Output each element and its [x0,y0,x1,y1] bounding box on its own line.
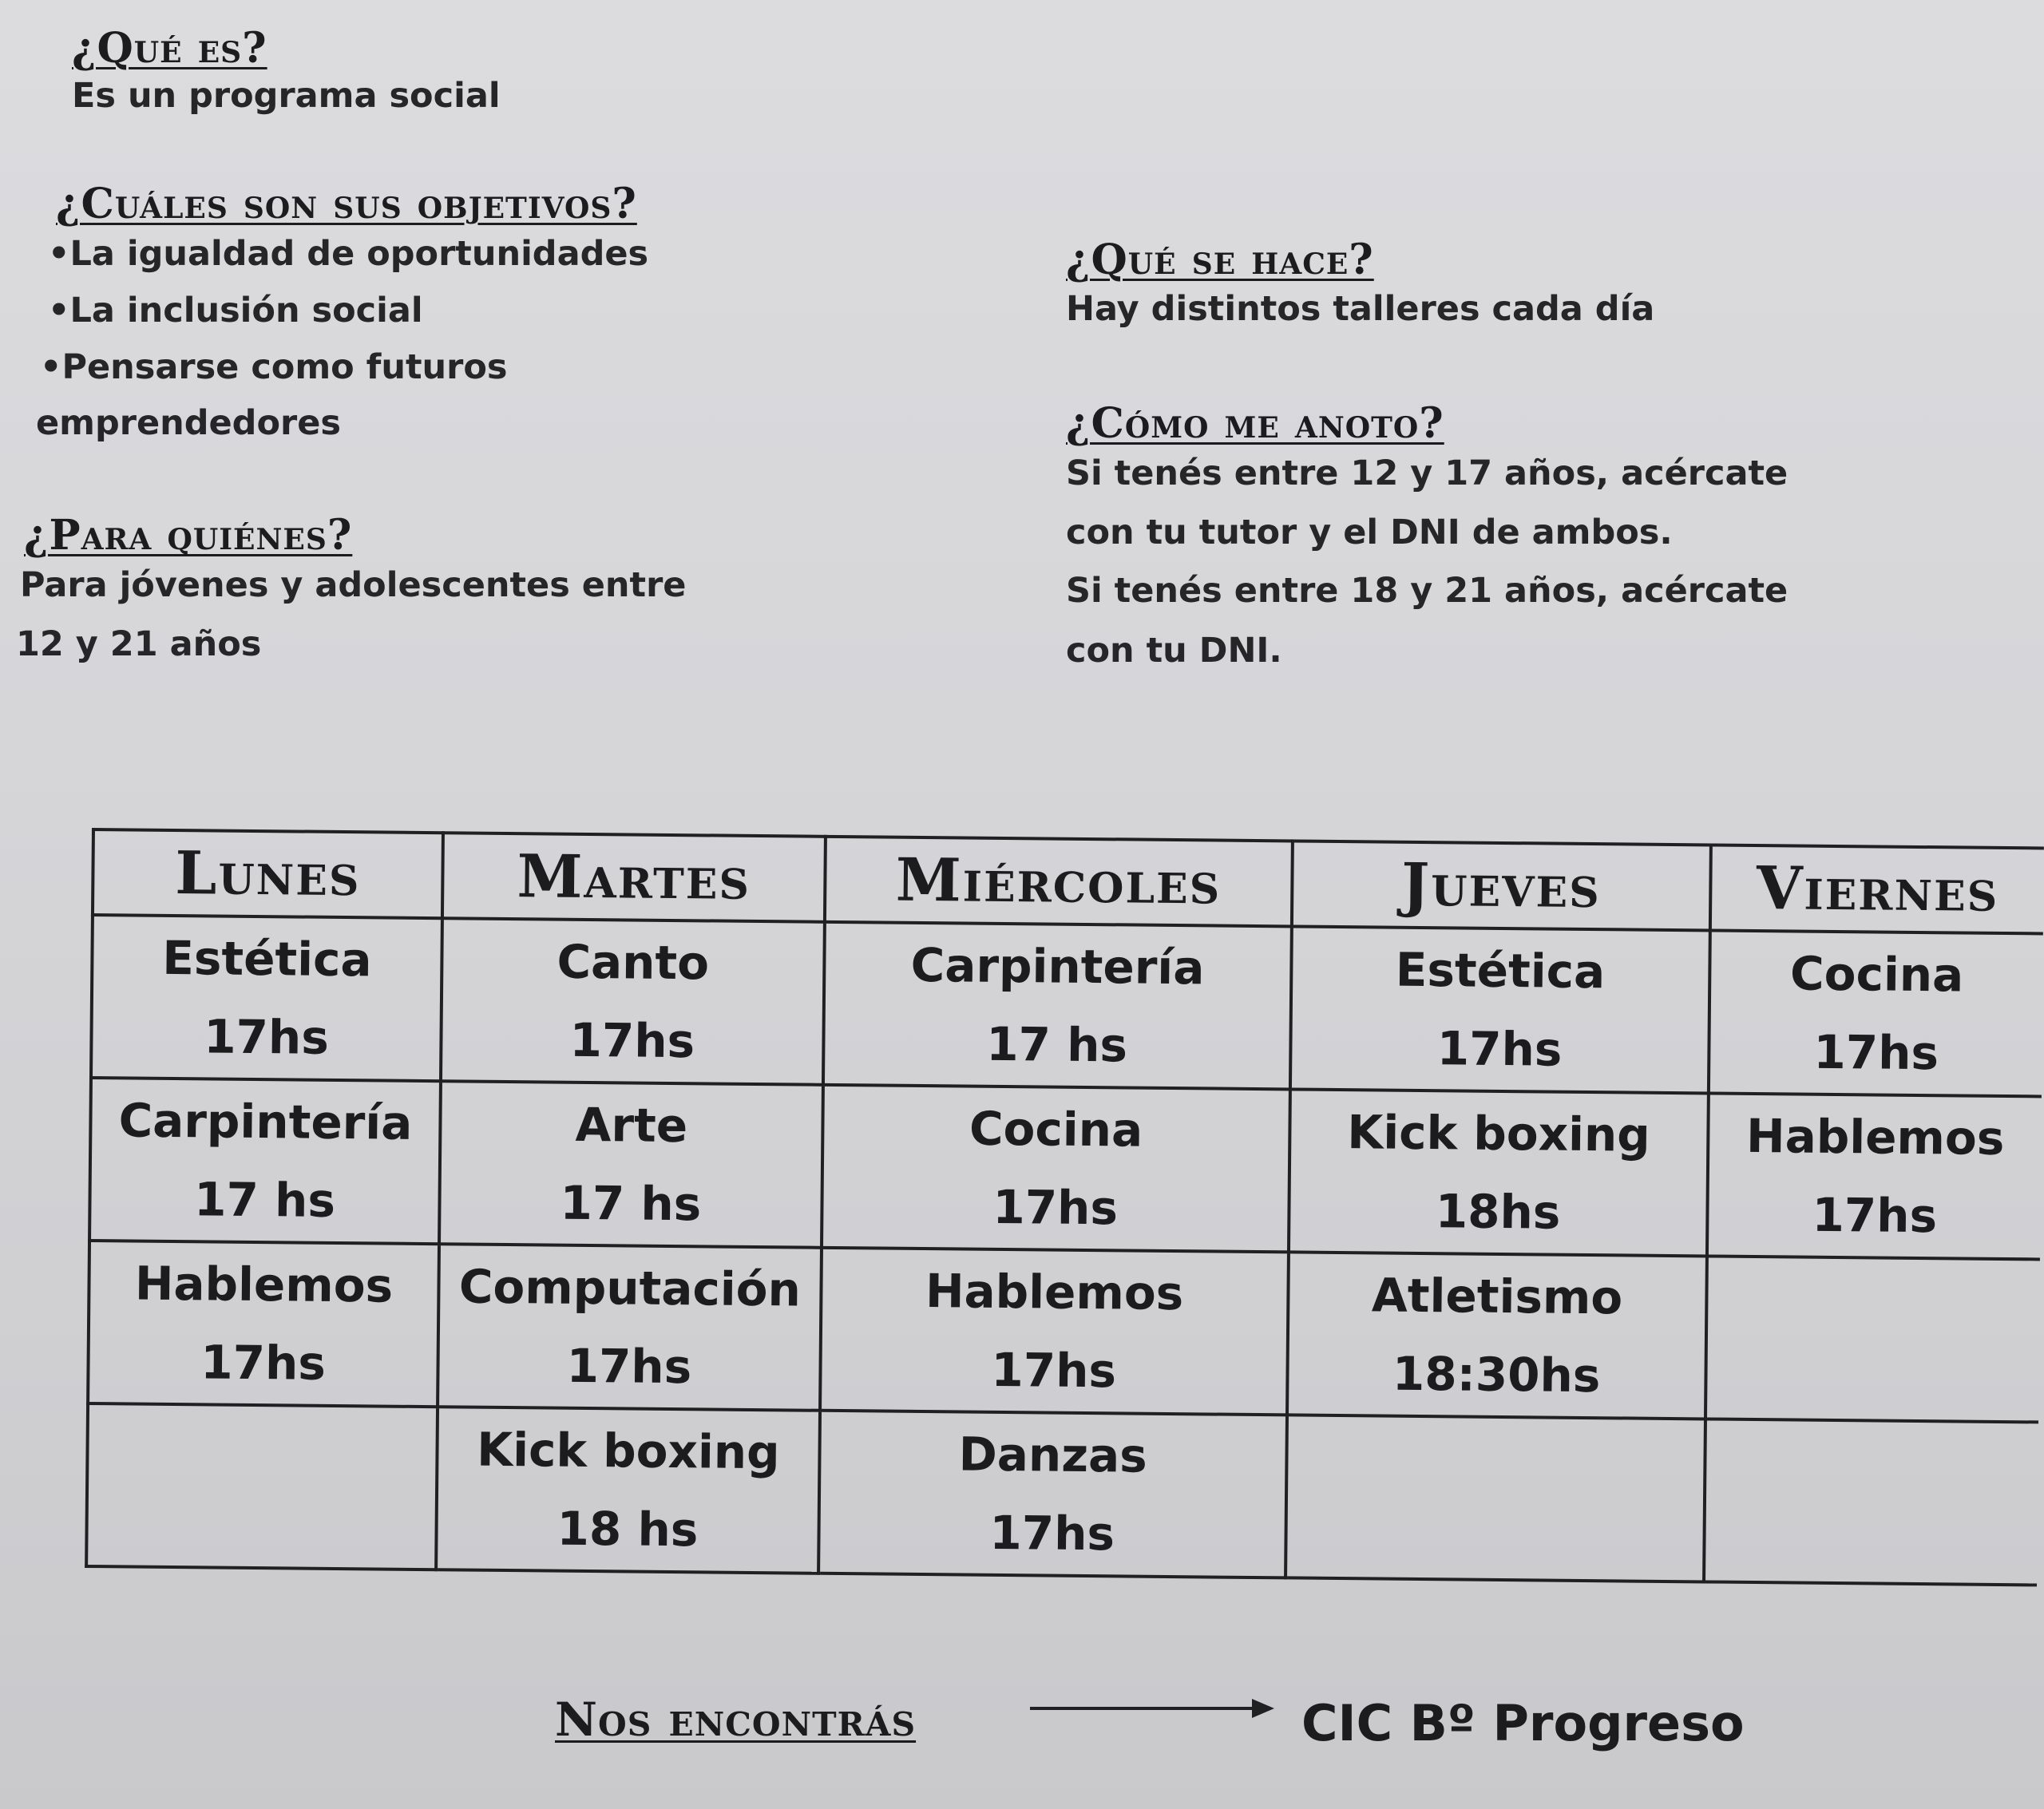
que-es-heading: ¿Qué es? [72,24,267,73]
schedule-row [91,915,2043,1096]
workshop-time [1288,1496,1703,1500]
workshop-name: Hablemos [134,1256,394,1313]
day-header: Martes [442,833,826,922]
que-se-hace-text: Hay distintos talleres cada día [1066,289,1655,329]
workshop-name: Cocina [1789,946,1964,1003]
objetivo-item: emprendedores [36,403,341,443]
workshop-time: 18 hs [557,1501,699,1558]
workshop-name: Estética [1395,942,1606,1000]
workshop-name: Canto [557,934,710,991]
objetivo-item: •La inclusión social [48,291,423,331]
workshop-time: 18:30hs [1392,1346,1601,1403]
schedule-row [88,1241,2040,1422]
schedule-cell [441,918,825,1085]
workshop-name [89,1485,435,1488]
schedule-cell [436,1407,820,1573]
workshop-time: 17hs [203,1009,330,1065]
workshop-name: Hablemos [925,1264,1184,1321]
como-me-anoto-line: con tu tutor y el DNI de ambos. [1066,513,1673,552]
workshop-time: 17hs [1436,1021,1563,1077]
objetivo-item: •La igualdad de oportunidades [48,234,649,274]
workshop-time [89,1485,435,1488]
footer-label: Nos encontrás [555,1692,917,1747]
como-me-anoto-line: Si tenés entre 18 y 21 años, acércate [1066,571,1788,611]
workshop-name: Kick boxing [476,1422,780,1480]
objetivo-item: •Pensarse como futuros [40,347,508,387]
schedule-cell [1287,1252,1707,1419]
objetivos-heading: ¿Cuáles son sus objetivos? [56,180,637,228]
que-es-text: Es un programa social [72,76,501,116]
schedule-row [86,1403,2038,1585]
schedule-cell [88,1241,439,1407]
schedule-cell [1704,1419,2038,1585]
workshop-time [1706,1500,2038,1503]
footer-location: CIC Bº Progreso [1301,1694,1745,1752]
workshop-time: 17hs [566,1338,692,1395]
como-me-anoto-line: Si tenés entre 12 y 17 años, acércate [1066,453,1788,493]
schedule-cell [823,922,1292,1090]
schedule-cell [1705,1256,2040,1422]
workshop-time: 18hs [1435,1184,1561,1240]
schedule-cell [818,1411,1287,1578]
workshop-name: Carpintería [118,1093,413,1150]
workshop-name [1708,1337,2039,1340]
day-header: Jueves [1292,841,1711,930]
day-header: Miércoles [825,837,1293,927]
workshop-time: 17hs [1812,1187,1938,1244]
workshop-time: 17 hs [193,1172,336,1228]
schedule-cell [439,1081,823,1248]
day-header: Lunes [93,829,443,918]
workshop-name: Estética [161,930,372,988]
arrow-right-icon [1030,1692,1278,1724]
workshop-time: 17hs [989,1505,1115,1562]
schedule-cell [438,1244,822,1411]
workshop-time: 17hs [569,1012,695,1069]
schedule-cell [1707,1093,2042,1259]
como-me-anoto-line: con tu DNI. [1066,631,1282,671]
schedule-cell [1290,926,1710,1093]
workshop-name: Cocina [969,1101,1143,1158]
workshop-time [1708,1337,2039,1340]
workshop-time: 17hs [992,1179,1119,1236]
schedule-row [89,1078,2042,1259]
workshop-time: 17 hs [985,1016,1128,1073]
schedule-cell [820,1248,1289,1415]
workshop-name: Arte [575,1097,688,1154]
workshop-name: Kick boxing [1347,1105,1651,1162]
schedule-cell [1709,930,2043,1096]
workshop-name: Danzas [958,1427,1148,1483]
schedule-cell [91,915,442,1081]
workshop-time: 17hs [1813,1024,1939,1081]
day-header: Viernes [1710,845,2044,933]
workshop-name [1706,1500,2038,1503]
workshop-name: Carpintería [910,937,1205,996]
schedule-cell [1285,1415,1705,1581]
workshop-time: 17hs [991,1342,1117,1399]
schedule-cell [89,1078,441,1244]
como-me-anoto-heading: ¿Cómo me anoto? [1066,399,1444,448]
workshop-time: 17hs [200,1335,327,1391]
workshop-name [1288,1496,1703,1500]
workshop-name: Atletismo [1371,1268,1623,1325]
workshop-time: 17 hs [560,1175,702,1232]
que-se-hace-heading: ¿Qué se hace? [1066,236,1374,284]
para-quienes-line: Para jóvenes y adolescentes entre [20,565,687,605]
schedule-table [85,828,2044,1586]
workshop-name: Hablemos [1745,1108,2005,1166]
para-quienes-line: 12 y 21 años [16,624,262,664]
para-quienes-heading: ¿Para quiénes? [24,511,353,560]
schedule-cell [86,1403,438,1570]
schedule-cell [1289,1089,1709,1256]
workshop-name: Computación [458,1259,802,1317]
schedule-cell [822,1085,1290,1253]
